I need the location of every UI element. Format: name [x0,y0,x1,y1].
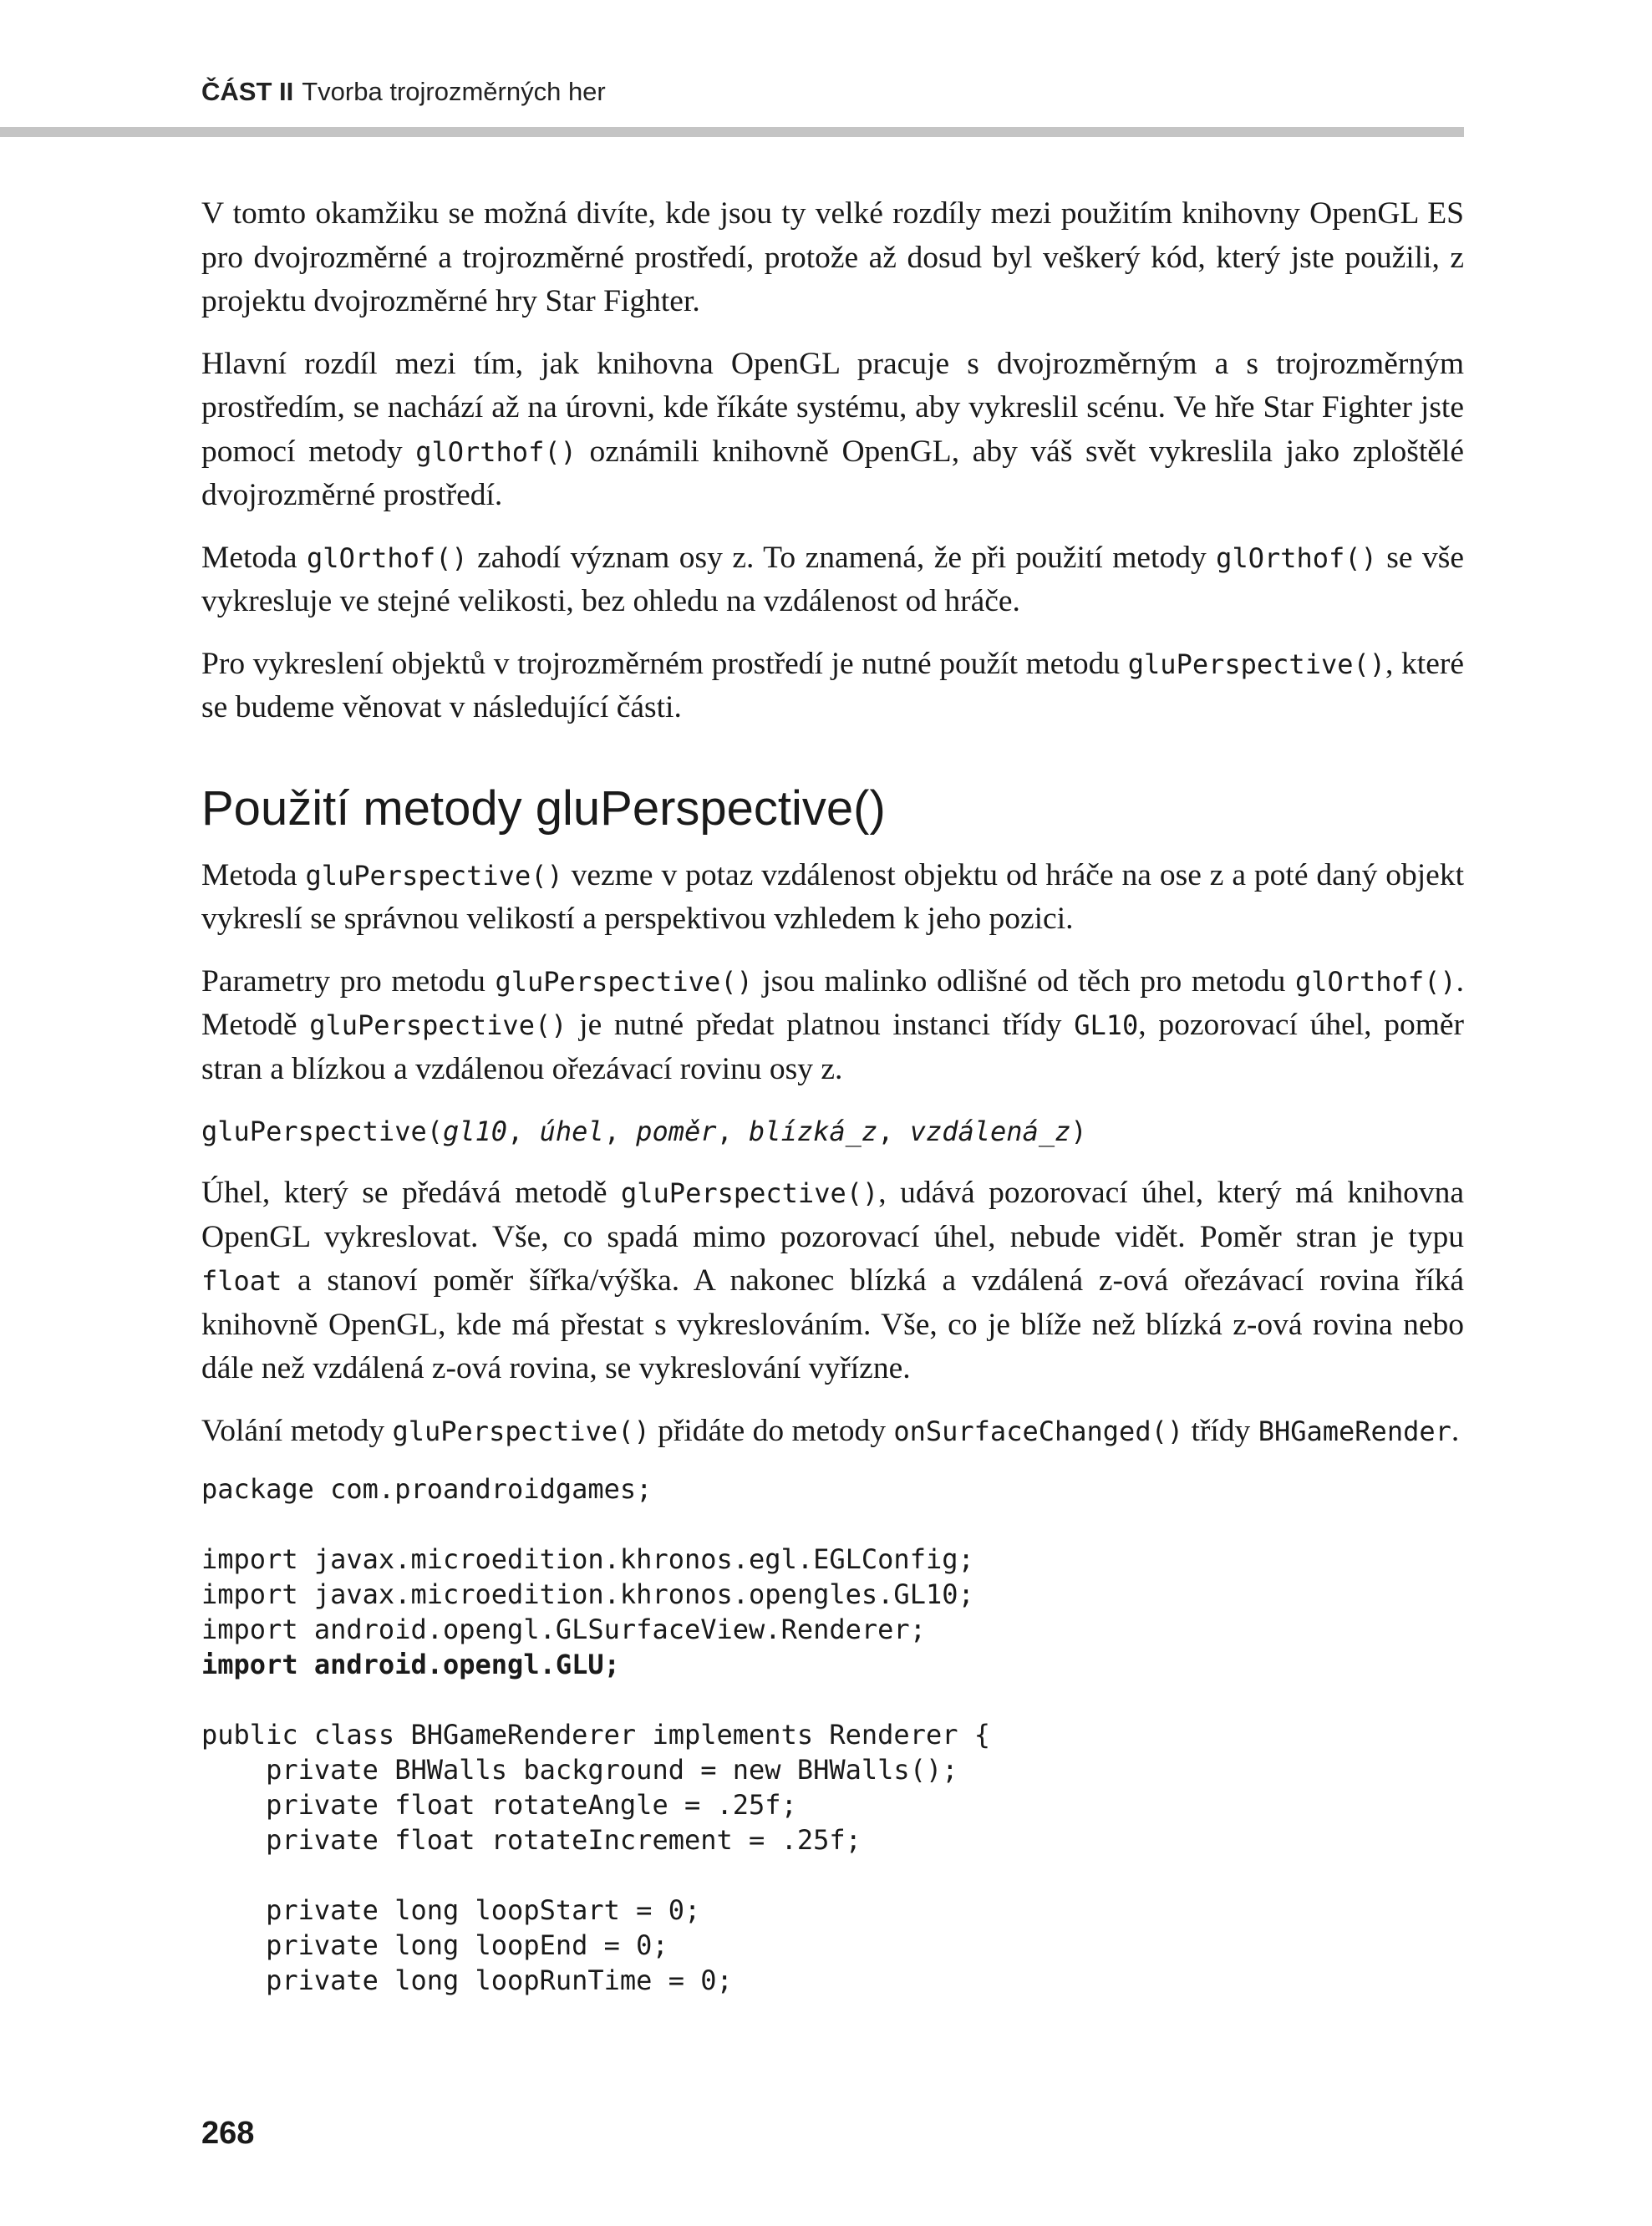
paragraph-text: . [1451,1413,1460,1448]
paragraph-text: , udává pozorovací úhel, který má knihovna OpenGL vykreslovat. Vše, co spadá mimo pozorovací úhel, nebude vidět. Poměr stran je typu [201,1176,1464,1254]
header-rule [0,127,1464,137]
inline-code: glOrthof() [1216,541,1377,574]
paragraph-text: Metoda [201,540,308,575]
code-line: package com.proandroidgames; [201,1473,653,1505]
signature-sep: , [603,1116,637,1147]
paragraph-text: Parametry pro metodu [201,963,496,999]
paragraph-text: Pro vykreslení objektů v trojrozměrném prostředí je nutné použít metodu [201,646,1128,681]
paragraph-text: zahodí význam osy z. To znamená, že při použití metody [467,540,1217,575]
function-signature [201,1110,1464,1153]
page-number: 268 [201,2116,255,2151]
section-paragraph-4 [201,1410,1464,1454]
signature-arg: úhel [539,1116,604,1147]
code-line-highlighted: import android.opengl.GLU; [201,1649,620,1680]
inline-code: glOrthof() [1294,965,1456,998]
code-line: private float rotateAngle = .25f; [201,1789,797,1821]
signature-fn: gluPerspective( [201,1116,443,1147]
paragraph-text: se vše vykresluje ve stejné velikosti, bez ohledu na vzdálenost od hráče. [201,540,1464,618]
paragraph-text: V tomto okamžiku se možná divíte, kde jsou ty velké rozdíly mezi použitím knihovny OpenGL ES pro dvojrozměrné a trojrozměrné prostředí, protože až dosud byl veškerý kód, který jste použili, z projektu dvojrozměrné hry Star Fighter. [201,196,1464,318]
code-line: import javax.microedition.khronos.opengles.GL10; [201,1578,974,1610]
paragraph-1 [201,192,1464,324]
paragraph-text: . Metodě [201,963,1464,1042]
section-heading: Použití metody gluPerspective() [201,780,886,836]
code-line: private long loopStart = 0; [201,1894,701,1926]
inline-code: glOrthof() [307,541,468,574]
paragraph-text: oznámili knihovně OpenGL, aby váš svět vykreslila jako zploštělé dvojrozměrné prostředí. [201,434,1465,512]
paragraph-text: přidáte do metody [649,1413,894,1448]
inline-code: GL10 [1074,1009,1139,1041]
inline-code: glOrthof() [415,435,577,468]
page-content [201,192,1464,1998]
paragraph-text: , pozorovací úhel, poměr stran a blízkou a vzdálenou ořezávací rovinu osy z. [201,1008,1464,1086]
code-line: import android.opengl.GLSurfaceView.Renderer; [201,1614,926,1645]
paragraph-3 [201,536,1464,624]
inline-code: gluPerspective() [621,1177,879,1209]
paragraph-text: , které se budeme věnovat v následující části. [201,646,1464,724]
running-head [201,77,606,107]
signature-sep: , [877,1116,910,1147]
code-line: private float rotateIncrement = .25f; [201,1824,862,1856]
signature-arg: gl10 [442,1116,508,1147]
signature-sep: , [507,1116,540,1147]
signature-sep: , [716,1116,750,1147]
code-listing [201,1471,1464,1998]
part-title: Tvorba trojrozměrných her [302,77,606,106]
section-paragraph-2 [201,960,1464,1092]
paragraph-text: Volání metody [201,1413,393,1448]
paragraph-text: třídy [1183,1413,1258,1448]
signature-arg: blízká_z [749,1116,878,1147]
part-label: ČÁST II [201,77,294,106]
inline-code: gluPerspective() [1127,648,1386,680]
inline-code: gluPerspective() [495,965,753,998]
signature-end: ) [1070,1116,1087,1147]
inline-code: gluPerspective() [305,859,563,892]
signature-arg: vzdálená_z [909,1116,1071,1147]
code-line: import javax.microedition.khronos.egl.EGLConfig; [201,1543,974,1575]
inline-code: gluPerspective() [392,1415,650,1447]
paragraph-text: je nutné předat platnou instanci třídy [567,1008,1075,1042]
section-paragraph-1 [201,854,1464,942]
code-line: public class BHGameRenderer implements Renderer { [201,1719,991,1751]
paragraph-text: Úhel, který se předává metodě [201,1176,621,1210]
inline-code: BHGameRender [1258,1415,1451,1447]
paragraph-4 [201,643,1464,730]
code-line: private long loopEnd = 0; [201,1929,668,1961]
paragraph-text: vezme v potaz vzdálenost objektu od hráče na ose z a poté daný objekt vykreslí se správnou velikostí a perspektivou vzhledem k jeho pozici. [201,857,1464,936]
paragraph-text: jsou malinko odlišné od těch pro metodu [752,963,1295,999]
paragraph-2 [201,343,1464,518]
code-line: private long loopRunTime = 0; [201,1964,733,1996]
section-paragraph-3 [201,1171,1464,1391]
inline-code: onSurfaceChanged() [893,1415,1184,1447]
signature-arg: poměr [636,1116,717,1147]
paragraph-text: a stanoví poměr šířka/výška. A nakonec blízká a vzdálená z-ová ořezávací rovina říká knihovně OpenGL, kde má přestat s vykreslováním. Vše, co je blíže než blízká z-ová rovina nebo dále než vzdálená z-ová rovina, se vykreslování vyřízne. [201,1263,1464,1385]
paragraph-text: Hlavní rozdíl mezi tím, jak knihovna OpenGL pracuje s dvojrozměrným a s trojrozměrným prostředím, se nachází až na úrovni, kde říkáte systému, aby vykreslil scénu. Ve hře Star Fighter jste pomocí metody [201,346,1464,469]
inline-code: float [201,1265,282,1297]
code-line: private BHWalls background = new BHWalls(); [201,1754,958,1786]
paragraph-text: Metoda [201,857,306,892]
inline-code: gluPerspective() [309,1009,567,1041]
